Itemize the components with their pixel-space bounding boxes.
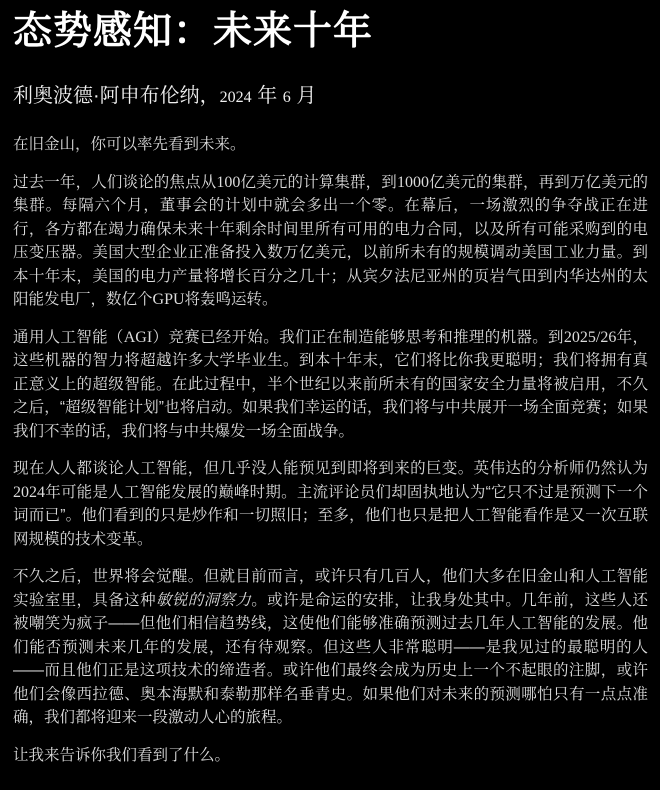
text-segment: 亿美元的计算集群，到 — [240, 173, 397, 191]
text-segment: 100 — [216, 173, 241, 191]
text-segment: 年 — [251, 85, 283, 107]
text-segment: 让我来告诉你我们看到了什么。 — [13, 746, 231, 764]
text-segment: 2024 — [219, 89, 252, 106]
text-segment: 。或许是命运的安排，让我身处其中。几年前，这些人还被嘲笑为疯子——但他们相信趋势线，这使他们能够准确预测过去几年人工智能的发展。他们能否预测未来几年的发展，还有待观察。但这些人非常聪明——是我见过的最聪明的人——而且他们正是这项技术的缔造者。或许他们最终会成为历史上一个不起眼的注脚，或许他们会像西拉德、奥本海默和泰勒那样名垂青史。如果他们对未来的预测哪怕只有一点点准确，我们都将迎来一段激动人心的旅程。 — [13, 591, 648, 726]
paragraph — [13, 565, 648, 730]
paragraph — [13, 326, 648, 444]
page-title: 态势感知：未来十年 — [13, 10, 374, 53]
text-segment: 2025/26 — [563, 328, 617, 346]
text-segment: 过去一年，人们谈论的焦点从 — [13, 173, 217, 191]
text-segment: 不久之后，世界将会觉醒。但就目前而言，或许只有几百人，他们大多在旧金山和人工智能实验室里，具备这种 — [13, 568, 648, 609]
byline — [13, 84, 648, 110]
paragraph — [13, 744, 648, 768]
paragraph — [13, 171, 648, 312]
text-segment: 敏锐的洞察力 — [155, 591, 252, 609]
text-segment: ）竞赛已经开始。我们正在制造能够思考和推理的机器。到 — [152, 328, 564, 346]
text-segment: 1000 — [396, 173, 429, 191]
article-body — [13, 133, 648, 767]
paragraph — [13, 133, 648, 157]
text-segment: 年，这些机器的智力将超越许多大学毕业生。到本十年末，它们将比你我更聪明；我们将拥有真正意义上的超级智能。在此过程中，半个世纪以来前所未有的国家安全力量将被启用，不久之后，“超级智能计划”也将启动。如果我们幸运的话，我们将与中共展开一场全面竞赛；如果我们不幸的话，我们将与中共爆发一场全面战争。 — [13, 328, 648, 440]
text-segment: 月 — [290, 85, 317, 107]
text-segment: 现在人人都谈论人工智能，但几乎没人能预见到即将到来的巨变。英伟达的分析师仍然认为 — [13, 460, 648, 477]
text-segment: GPU — [152, 291, 185, 308]
paragraph — [13, 457, 648, 551]
text-segment: 在旧金山，你可以率先看到未来。 — [13, 136, 246, 153]
text-segment: 将轰鸣运转。 — [184, 291, 278, 308]
text-segment: 年可能是人工智能发展的巅峰时期。主流评论员们却固执地认为“它只不过是预测下一个词而已”。他们看到的只是炒作和一切照旧；至多，他们也只是把人工智能看作是又一次互联网规模的技术变革。 — [13, 483, 648, 548]
text-segment: AGI — [123, 328, 153, 346]
text-segment: 亿美元的集群，再到万亿美元的集群。每隔六个月，董事会的计划中就会多出一个零。在幕后，一场激烈的争夺战正在进行，各方都在竭力确保未来十年剩余时间里所有可用的电力合同，以及所有可能采购到的电压变压器。美国大型企业正准备投入数万亿美元，以前所未有的规模调动美国工业力量。到本十年末，美国的电力产量将增长百分之几十；从宾夕法尼亚州的页岩气田到内华达州的太阳能发电厂，数亿个 — [13, 173, 648, 308]
text-segment: 通用人工智能（ — [13, 328, 124, 346]
text-segment: 2024 — [13, 483, 45, 501]
article-page — [0, 8, 660, 790]
text-segment: 利奥波德·阿申布伦纳， — [13, 85, 220, 107]
text-segment: 6 — [282, 89, 291, 106]
